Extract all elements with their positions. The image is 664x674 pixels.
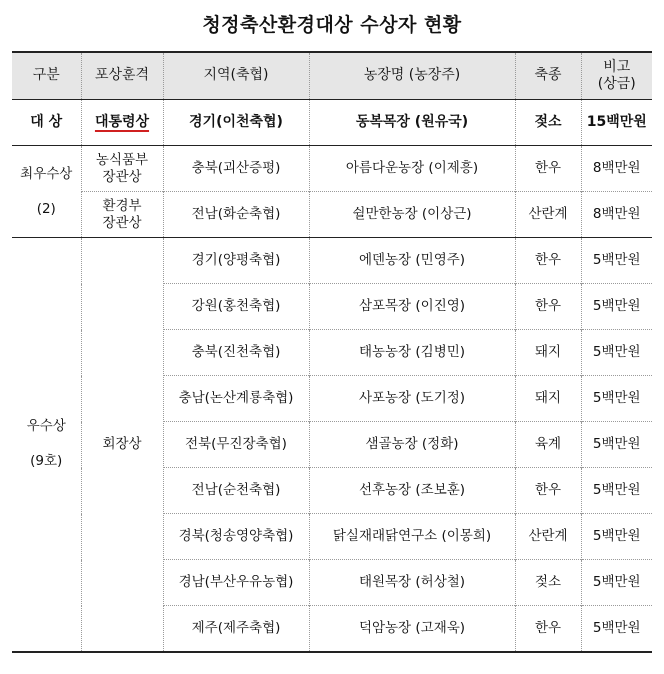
merit-award-type: 회장상 [81, 238, 163, 652]
award-line: 장관상 [102, 214, 142, 231]
farm-cell: 샘골농장 (정화) [309, 422, 515, 468]
table-row [12, 146, 652, 192]
excellence-award-type [81, 146, 163, 192]
prize-cell: 8백만원 [581, 192, 652, 238]
header-row [12, 52, 652, 100]
region-cell: 전남(순천축협) [163, 468, 309, 514]
page-title: 청정축산환경대상 수상자 현황 [202, 14, 462, 36]
merit-category [12, 238, 81, 652]
table-row [12, 100, 652, 146]
header-livestock: 축종 [515, 52, 581, 100]
table-row [12, 192, 652, 238]
header-award-type: 포상훈격 [81, 52, 163, 100]
region-cell: 제주(제주축협) [163, 606, 309, 652]
farm-cell: 아름다운농장 (이제흥) [309, 146, 515, 192]
excellence-award-type [81, 192, 163, 238]
livestock-cell: 육계 [515, 422, 581, 468]
livestock-cell: 산란계 [515, 514, 581, 560]
header-category: 구분 [12, 52, 81, 100]
merit-category-count: (9호) [30, 453, 63, 470]
award-line: 장관상 [102, 168, 142, 185]
farm-cell: 쉴만한농장 (이상근) [309, 192, 515, 238]
farm-cell: 덕암농장 (고재욱) [309, 606, 515, 652]
livestock-cell: 한우 [515, 606, 581, 652]
region-cell: 충북(진천축협) [163, 330, 309, 376]
region-cell: 전북(무진장축협) [163, 422, 309, 468]
excellence-category [12, 146, 81, 238]
farm-cell: 삼포목장 (이진영) [309, 284, 515, 330]
excellence-category-label: 최우수상 [20, 165, 73, 182]
region-cell: 충북(괴산증평) [163, 146, 309, 192]
livestock-cell: 한우 [515, 146, 581, 192]
grand-livestock: 젖소 [515, 100, 581, 146]
award-line: 환경부 [102, 197, 142, 214]
table-row [12, 238, 652, 284]
prize-cell: 5백만원 [581, 284, 652, 330]
prize-cell: 5백만원 [581, 514, 652, 560]
livestock-cell: 한우 [515, 284, 581, 330]
header-prize-label: (상금) [597, 76, 636, 92]
farm-cell: 닭실재래닭연구소 (이몽희) [309, 514, 515, 560]
header-note [581, 52, 652, 100]
region-cell: 전남(화순축협) [163, 192, 309, 238]
farm-cell: 사포농장 (도기정) [309, 376, 515, 422]
grand-region: 경기(이천축협) [163, 100, 309, 146]
farm-cell: 태원목장 (허상철) [309, 560, 515, 606]
region-cell: 경남(부산우유농협) [163, 560, 309, 606]
livestock-cell: 젖소 [515, 560, 581, 606]
header-farm: 농장명 (농장주) [309, 52, 515, 100]
farm-cell: 선후농장 (조보훈) [309, 468, 515, 514]
prize-cell: 5백만원 [581, 238, 652, 284]
region-cell: 경기(양평축협) [163, 238, 309, 284]
prize-cell: 8백만원 [581, 146, 652, 192]
grand-award-type: 대통령상 [81, 100, 163, 146]
prize-cell: 5백만원 [581, 468, 652, 514]
livestock-cell: 한우 [515, 468, 581, 514]
prize-cell: 5백만원 [581, 560, 652, 606]
prize-cell: 5백만원 [581, 376, 652, 422]
prize-cell: 5백만원 [581, 330, 652, 376]
prize-cell: 5백만원 [581, 606, 652, 652]
region-cell: 강원(홍천축협) [163, 284, 309, 330]
grand-prize: 15백만원 [581, 100, 652, 146]
prize-cell: 5백만원 [581, 422, 652, 468]
livestock-cell: 돼지 [515, 376, 581, 422]
livestock-cell: 한우 [515, 238, 581, 284]
header-region: 지역(축협) [163, 52, 309, 100]
farm-cell: 태농농장 (김병민) [309, 330, 515, 376]
grand-category: 대 상 [12, 100, 81, 146]
farm-cell: 에덴농장 (민영주) [309, 238, 515, 284]
livestock-cell: 돼지 [515, 330, 581, 376]
region-cell: 경북(청송영양축협) [163, 514, 309, 560]
header-note-label: 비고 [603, 58, 631, 75]
excellence-category-count: (2) [36, 200, 56, 217]
award-line: 농식품부 [95, 151, 149, 168]
livestock-cell: 산란계 [515, 192, 581, 238]
region-cell: 충남(논산계룡축협) [163, 376, 309, 422]
awards-table [12, 51, 652, 653]
grand-farm: 동복목장 (원유국) [309, 100, 515, 146]
merit-category-label: 우수상 [26, 418, 66, 435]
